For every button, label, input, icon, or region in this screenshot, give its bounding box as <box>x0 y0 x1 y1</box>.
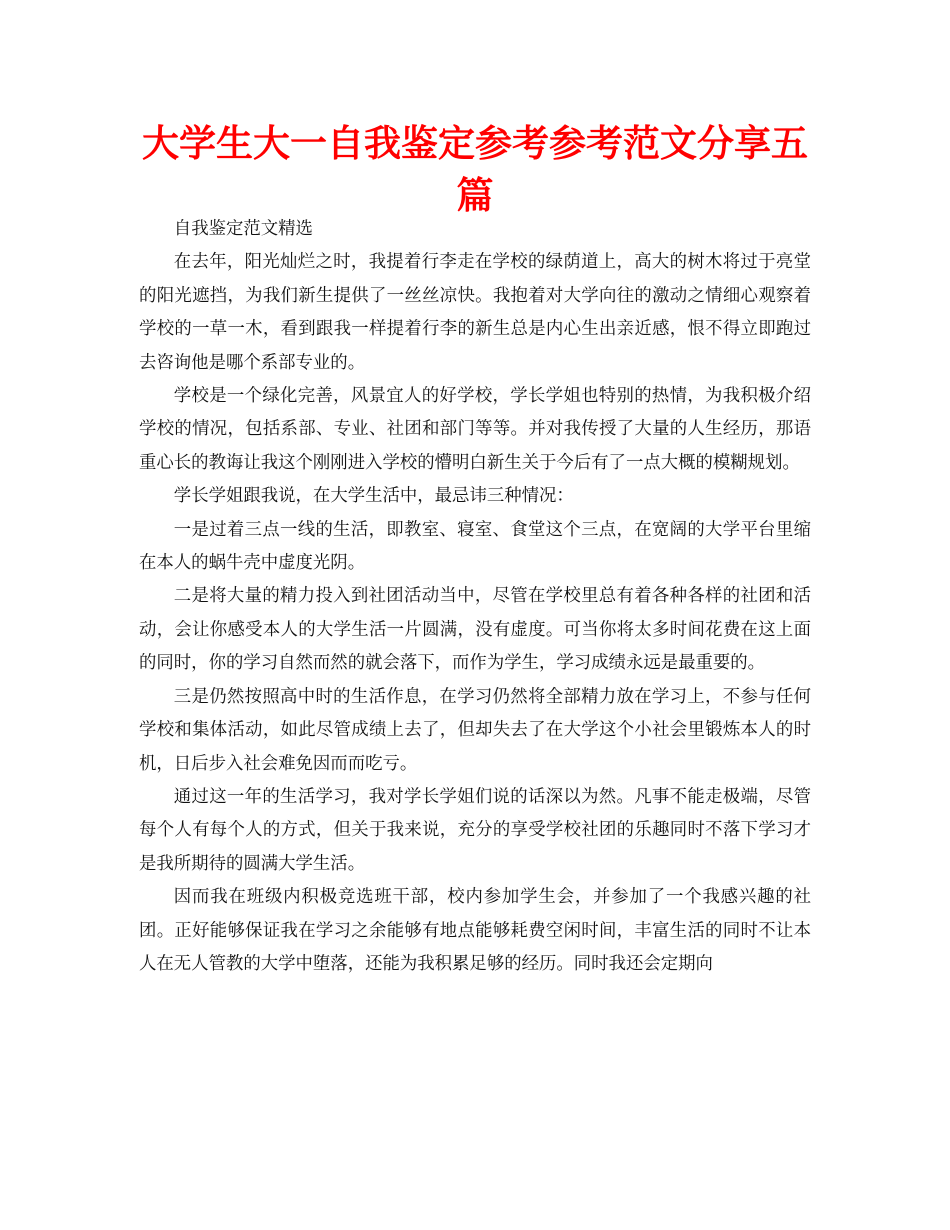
paragraph-4: 学长学姐跟我说，在大学生活中，最忌讳三种情况： <box>173 486 574 507</box>
paragraph-2: 在去年，阳光灿烂之时，我提着行李走在学校的绿荫道上，高大的树木将过于亮堂的阳光遮挡，为我们新生提供了一丝丝凉快。我抱着对大学向往的激动之情细心观察着学校的一草一木，看到跟我一样提着行李的新生总是内心生出亲近感，恨不得立即跑过去咨询他是哪个系部专业的。 <box>139 252 811 373</box>
document-body <box>139 213 811 981</box>
paragraph-9: 因而我在班级内积极竞选班干部，校内参加学生会，并参加了一个我感兴趣的社团。正好能够保证我在学习之余能够有地点能够耗费空闲时间，丰富生活的同时不让本人在无人管教的大学中堕落，还能为我积累足够的经历。同时我还会定期向 <box>139 887 811 974</box>
paragraph-6: 二是将大量的精力投入到社团活动当中，尽管在学校里总有着各种各样的社团和活动，会让你感受本人的大学生活一片圆满，没有虚度。可当你将太多时间花费在这上面的同时，你的学习自然而然的就会落下，而作为学生，学习成绩永远是最重要的。 <box>139 586 811 674</box>
paragraph-8: 通过这一年的生活学习，我对学长学姐们说的话深以为然。凡事不能走极端，尽管每个人有每个人的方式，但关于我来说，充分的享受学校社团的乐趣同时不落下学习才是我所期待的圆满大学生活。 <box>139 786 811 874</box>
paragraph-5: 一是过着三点一线的生活，即教室、寝室、食堂这个三点，在宽阔的大学平台里缩在本人的蜗牛壳中虚度光阴。 <box>139 519 811 574</box>
document-title: 大学生大一自我鉴定参考参考范文分享五篇 <box>142 122 808 217</box>
paragraph-7: 三是仍然按照高中时的生活作息，在学习仍然将全部精力放在学习上，不参与任何学校和集体活动，如此尽管成绩上去了，但却失去了在大学这个小社会里锻炼本人的时机，日后步入社会难免因而而吃亏。 <box>139 686 811 774</box>
paragraph-3: 学校是一个绿化完善，风景宜人的好学校，学长学姐也特别的热情，为我积极介绍学校的情况，包括系部、专业、社团和部门等等。并对我传授了大量的人生经历，那语重心长的教诲让我这个刚刚进入学校的懵明白新生关于今后有了一点大概的模糊规划。 <box>139 386 811 473</box>
paragraph-1: 自我鉴定范文精选 <box>173 219 313 239</box>
